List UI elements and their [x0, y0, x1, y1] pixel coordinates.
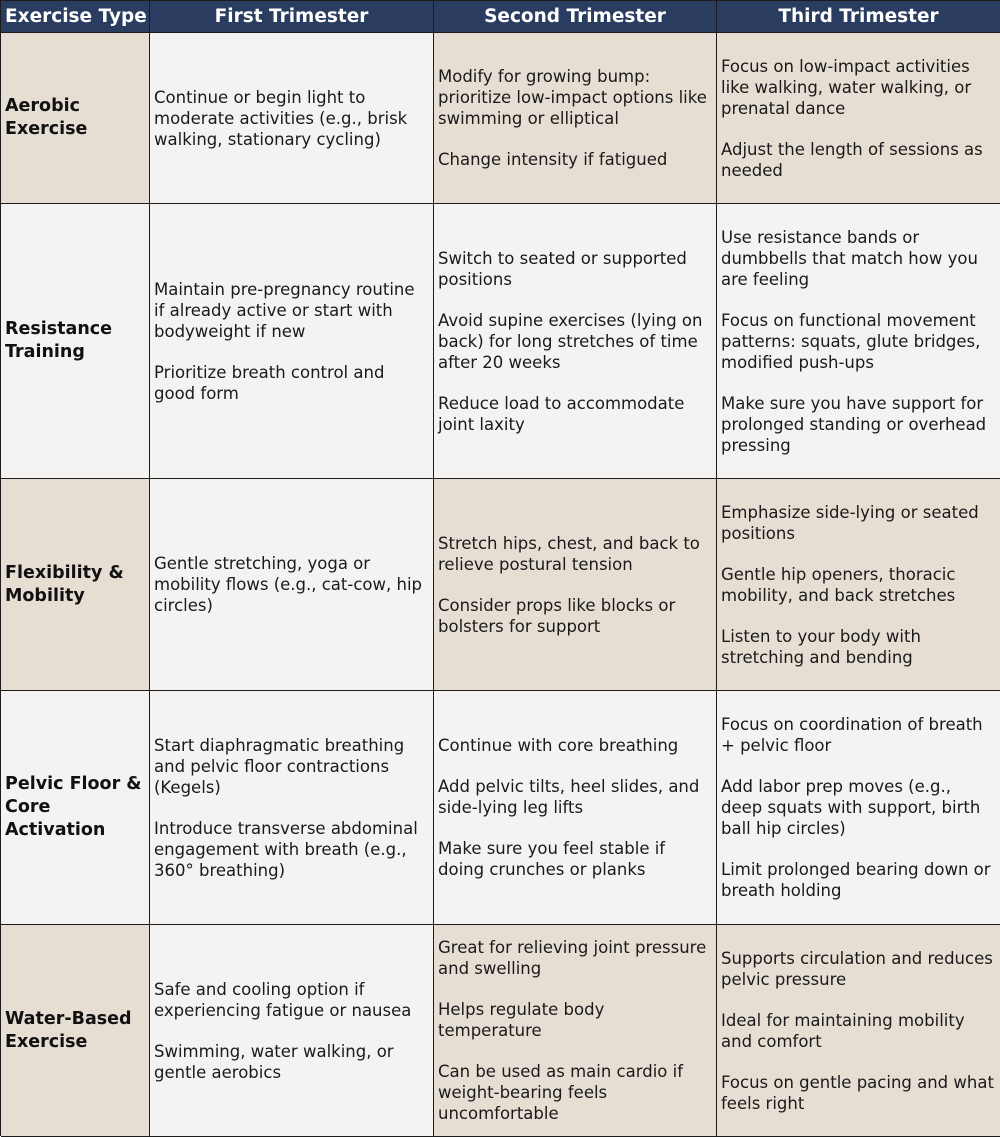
recommendation-text: Add pelvic tilts, heel slides, and side-lying leg lifts [438, 777, 700, 817]
row-label-line: Pelvic Floor & [5, 774, 142, 794]
recommendation-text: Swimming, water walking, or gentle aerobics [154, 1041, 394, 1082]
recommendation-text: Focus on low-impact activities like walking, water walking, or prenatal dance [721, 56, 972, 118]
second-trimester-cell [434, 479, 717, 691]
recommendation-text: Focus on coordination of breath + pelvic floor [721, 715, 983, 755]
recommendation-text: Stretch hips, chest, and back to relieve postural tension [438, 533, 700, 574]
recommendation-text: Can be used as main cardio if weight-bearing feels uncomfortable [438, 1062, 684, 1123]
row-label-cell [1, 925, 150, 1137]
recommendation-text: Supports circulation and reduces pelvic pressure [721, 948, 993, 989]
row-label-line: Aerobic [5, 96, 80, 116]
row-label-line: Core [5, 797, 51, 817]
second-trimester-cell [434, 691, 717, 925]
third-trimester-cell [717, 204, 1000, 479]
header-second-trimester-label: Second Trimester [484, 6, 666, 27]
header-exercise-type-label: Exercise Type [5, 6, 147, 27]
recommendation-text: Prioritize breath control and good form [154, 362, 385, 403]
recommendation-text: Listen to your body with stretching and bending [721, 626, 921, 667]
recommendation-text: Ideal for maintaining mobility and comfort [721, 1010, 965, 1051]
recommendation-text: Continue or begin light to moderate activities (e.g., brisk walking, stationary cycling) [154, 87, 408, 149]
row-label-line: Resistance [5, 319, 113, 339]
recommendation-text: Safe and cooling option if experiencing fatigue or nausea [154, 979, 412, 1020]
first-trimester-cell [150, 479, 434, 691]
recommendation-text: Maintain pre-pregnancy routine if already active or start with bodyweight if new [154, 279, 415, 341]
second-trimester-cell [434, 925, 717, 1137]
recommendation-text: Make sure you feel stable if doing crunches or planks [438, 839, 666, 879]
recommendation-text: Consider props like blocks or bolsters for support [438, 595, 676, 636]
recommendation-text: Gentle stretching, yoga or mobility flows (e.g., cat-cow, hip circles) [154, 554, 423, 615]
recommendation-text: Change intensity if fatigued [438, 150, 668, 169]
recommendation-text: Continue with core breathing [438, 736, 679, 755]
row-label-line: Training [5, 342, 85, 362]
row-label-line: Water-Based [5, 1008, 132, 1029]
recommendation-text: Introduce transverse abdominal engagement with breath (e.g., 360° breathing) [154, 818, 418, 880]
recommendation-text: Gentle hip openers, thoracic mobility, and back stretches [721, 564, 956, 605]
third-trimester-cell [717, 925, 1000, 1137]
row-label-cell [1, 33, 150, 204]
row-label-cell [1, 479, 150, 691]
first-trimester-cell [150, 33, 434, 204]
first-trimester-cell [150, 925, 434, 1137]
row-label-line: Flexibility & [5, 562, 124, 583]
recommendation-text: Helps regulate body temperature [438, 1000, 605, 1040]
recommendation-text: Add labor prep moves (e.g., deep squats with support, birth ball hip circles) [721, 777, 981, 838]
third-trimester-cell [717, 33, 1000, 204]
recommendation-text: Great for relieving joint pressure and swelling [438, 938, 707, 978]
recommendation-text: Make sure you have support for prolonged standing or overhead pressing [721, 393, 987, 455]
recommendation-text: Adjust the length of sessions as needed [721, 139, 983, 180]
first-trimester-cell [150, 204, 434, 479]
header-second-trimester [434, 1, 717, 33]
recommendation-text: Avoid supine exercises (lying on back) for long stretches of time after 20 weeks [438, 310, 703, 372]
row-label-line: Activation [5, 820, 106, 840]
recommendation-text: Start diaphragmatic breathing and pelvic floor contractions (Kegels) [154, 735, 405, 797]
row-label-cell [1, 691, 150, 925]
second-trimester-cell [434, 204, 717, 479]
third-trimester-cell [717, 479, 1000, 691]
recommendation-text: Emphasize side-lying or seated positions [721, 502, 979, 543]
recommendation-text: Switch to seated or supported positions [438, 248, 687, 289]
header-first-trimester-label: First Trimester [214, 6, 369, 27]
header-first-trimester [150, 1, 434, 33]
row-label-line: Exercise [5, 1031, 88, 1052]
third-trimester-cell [717, 691, 1000, 925]
header-third-trimester [717, 1, 1000, 33]
recommendation-text: Use resistance bands or dumbbells that match how you are feeling [721, 227, 978, 289]
header-exercise-type [1, 1, 150, 33]
recommendation-text: Focus on gentle pacing and what feels right [721, 1072, 994, 1113]
recommendation-text: Reduce load to accommodate joint laxity [438, 393, 685, 434]
row-label-cell [1, 204, 150, 479]
second-trimester-cell [434, 33, 717, 204]
header-third-trimester-label: Third Trimester [778, 6, 939, 27]
recommendation-text: Focus on functional movement patterns: squats, glute bridges, modified push-ups [721, 310, 981, 372]
recommendation-text: Limit prolonged bearing down or breath holding [721, 860, 991, 900]
first-trimester-cell [150, 691, 434, 925]
recommendation-text: Modify for growing bump: prioritize low-impact options like swimming or elliptical [438, 67, 707, 128]
row-label-line: Mobility [5, 585, 85, 606]
row-label-line: Exercise [5, 119, 88, 139]
